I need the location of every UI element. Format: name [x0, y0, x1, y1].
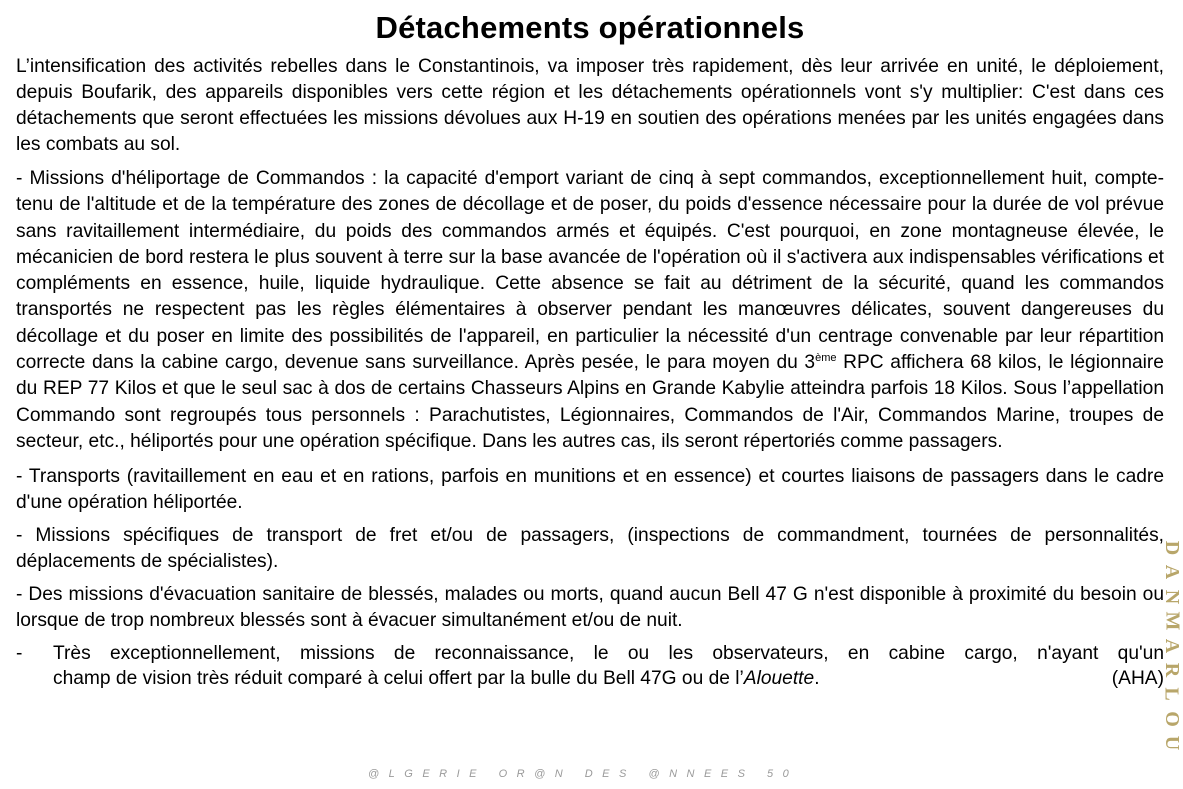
- side-brand-letter: D: [1160, 540, 1183, 556]
- commandos-text-before: - Missions d'héliportage de Commandos : la capacité d'emport variant de cinq à sept commandos, exceptionnellement huit, compte-tenu de l'altitude et de la température des zones de décollage et de poser, du poids d'essence nécessaire pour la durée de vol prévue sans ravitaillement intermédiaire, du poids des commandos armés et équipés. C'est pourquoi, en zone montagneuse élevée, le mécanicien de bord restera le plus souvent à terre sur la base avancée de l'opération où il s'activera aux indispensables vérifications et compléments en essence, huile, liquide hydraulique. Cette absence se fait au détriment de la sécurité, quand les commandos transportés ne respectent pas les règles élémentaires à observer pendant les manœuvres délicates, souvent dangereuses du décollage et du poser en limite des possibilités de l'appareil, en particulier la nécessité d'un centrage convenable par leur répartition correcte dans la cabine cargo, devenue sans surveillance. Après pesée, le para moyen du 3: [16, 168, 1164, 374]
- author-credit: (AHA): [1111, 668, 1164, 690]
- recon-dash: -: [16, 643, 23, 665]
- recon-line-1: Très exceptionnellement, missions de reconnaissance, le ou les observateurs, en cabine cargo, n'ayant qu'un: [53, 643, 1164, 665]
- side-brand-vertical: [1160, 538, 1183, 753]
- ordinal-superscript: ème: [815, 352, 837, 365]
- side-brand-letter: N: [1160, 589, 1183, 604]
- document-page: [16, 8, 1164, 691]
- footer-watermark: @LGERIE OR@N DES @NNEES 50: [368, 768, 799, 780]
- evacuation-paragraph: - Des missions d'évacuation sanitaire de blessés, malades ou morts, quand aucun Bell 47 G n'est disponible à proximité du besoin ou lorsque de trop nombreux blessés sont à évacuer simultanément et/ou de nuit.: [16, 584, 1164, 632]
- side-brand-letter: R: [1160, 662, 1183, 678]
- page-title: Détachements opérationnels: [375, 10, 805, 45]
- side-brand-letter: U: [1160, 735, 1183, 751]
- side-brand-letter: A: [1160, 638, 1183, 653]
- side-brand-letter: L: [1161, 687, 1183, 701]
- recon-paragraph: [16, 641, 1164, 691]
- side-brand-letter: M: [1160, 611, 1183, 631]
- commandos-text-after: RPC affichera 68 kilos, le légionnaire du REP 77 Kilos et que le seul sac à dos de certains Chasseurs Alpins en Grande Kabylie atteindra parfois 18 Kilos. Sous l’appellation Commando sont regroupés tous personnels : Parachutistes, Légionnaires, Commandos de l'Air, Commandos Marine, troupes de secteur, etc., héliportés pour une opération spécifique. Dans les autres cas, ils seront répertoriés comme passagers.: [16, 352, 1164, 452]
- recon-line-2-end: .: [814, 668, 820, 690]
- recon-line-2-body: champ de vision très réduit comparé à celui offert par la bulle du Bell 47G ou de l’: [53, 668, 744, 690]
- intro-paragraph: L’intensification des activités rebelles dans le Constantinois, va imposer très rapidement, dès leur arrivée en unité, le déploiement, depuis Boufarik, des appareils disponibles vers cette région et les détachements opérationnels vont s'y multiplier: C'est dans ces détachements que seront effectuées les missions dévolues aux H-19 en soutien des opérations menées par les unités engagées dans les combats au sol.: [16, 56, 1164, 155]
- recon-line-2: [53, 666, 1164, 691]
- fret-paragraph: - Missions spécifiques de transport de fret et/ou de passagers, (inspections de commandment, tournées de personnalités, déplacements de spécialistes).: [16, 525, 1164, 573]
- commandos-paragraph: [16, 166, 1164, 455]
- side-brand-letter: A: [1160, 565, 1183, 580]
- side-brand-letter: O: [1161, 710, 1183, 727]
- transports-paragraph: - Transports (ravitaillement en eau et en rations, parfois en munitions et en essence) et courtes liaisons de passagers dans le cadre d'une opération héliportée.: [16, 466, 1164, 514]
- recon-line-2-text: [53, 666, 820, 691]
- alouette-italic: Alouette: [743, 668, 815, 690]
